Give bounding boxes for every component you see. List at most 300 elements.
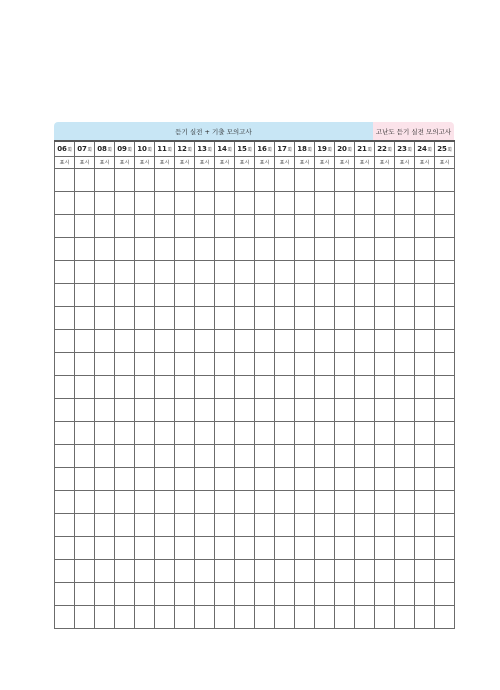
record-cell[interactable] bbox=[395, 284, 415, 307]
record-cell[interactable] bbox=[55, 422, 75, 445]
record-cell[interactable] bbox=[375, 491, 395, 514]
record-cell[interactable] bbox=[275, 468, 295, 491]
record-cell[interactable] bbox=[435, 399, 455, 422]
record-cell[interactable] bbox=[115, 468, 135, 491]
record-cell[interactable] bbox=[375, 307, 395, 330]
record-cell[interactable] bbox=[275, 491, 295, 514]
record-cell[interactable] bbox=[115, 399, 135, 422]
record-cell[interactable] bbox=[355, 307, 375, 330]
record-cell[interactable] bbox=[335, 353, 355, 376]
record-cell[interactable] bbox=[95, 491, 115, 514]
record-cell[interactable] bbox=[155, 422, 175, 445]
record-cell[interactable] bbox=[135, 353, 155, 376]
record-cell[interactable] bbox=[295, 376, 315, 399]
record-cell[interactable] bbox=[255, 284, 275, 307]
record-cell[interactable] bbox=[195, 399, 215, 422]
record-cell[interactable] bbox=[75, 606, 95, 629]
record-cell[interactable] bbox=[355, 238, 375, 261]
record-cell[interactable] bbox=[115, 238, 135, 261]
record-cell[interactable] bbox=[375, 215, 395, 238]
record-cell[interactable] bbox=[135, 376, 155, 399]
record-cell[interactable] bbox=[295, 491, 315, 514]
record-cell[interactable] bbox=[235, 376, 255, 399]
record-cell[interactable] bbox=[395, 491, 415, 514]
record-cell[interactable] bbox=[135, 422, 155, 445]
record-cell[interactable] bbox=[55, 261, 75, 284]
record-cell[interactable] bbox=[395, 330, 415, 353]
record-cell[interactable] bbox=[115, 261, 135, 284]
record-cell[interactable] bbox=[415, 422, 435, 445]
record-cell[interactable] bbox=[295, 422, 315, 445]
record-cell[interactable] bbox=[415, 560, 435, 583]
record-cell[interactable] bbox=[215, 192, 235, 215]
record-cell[interactable] bbox=[415, 192, 435, 215]
record-cell[interactable] bbox=[415, 537, 435, 560]
record-cell[interactable] bbox=[435, 284, 455, 307]
record-cell[interactable] bbox=[95, 330, 115, 353]
record-cell[interactable] bbox=[315, 560, 335, 583]
record-cell[interactable] bbox=[55, 491, 75, 514]
record-cell[interactable] bbox=[295, 468, 315, 491]
record-cell[interactable] bbox=[415, 353, 435, 376]
record-cell[interactable] bbox=[235, 307, 255, 330]
record-cell[interactable] bbox=[195, 238, 215, 261]
record-cell[interactable] bbox=[215, 215, 235, 238]
record-cell[interactable] bbox=[255, 353, 275, 376]
record-cell[interactable] bbox=[55, 583, 75, 606]
record-cell[interactable] bbox=[235, 583, 255, 606]
record-cell[interactable] bbox=[175, 583, 195, 606]
record-cell[interactable] bbox=[195, 445, 215, 468]
record-cell[interactable] bbox=[375, 606, 395, 629]
record-cell[interactable] bbox=[195, 169, 215, 192]
record-cell[interactable] bbox=[115, 307, 135, 330]
record-cell[interactable] bbox=[75, 560, 95, 583]
record-cell[interactable] bbox=[155, 537, 175, 560]
record-cell[interactable] bbox=[75, 238, 95, 261]
record-cell[interactable] bbox=[135, 192, 155, 215]
record-cell[interactable] bbox=[95, 468, 115, 491]
record-cell[interactable] bbox=[335, 376, 355, 399]
record-cell[interactable] bbox=[275, 261, 295, 284]
record-cell[interactable] bbox=[235, 537, 255, 560]
record-cell[interactable] bbox=[155, 215, 175, 238]
record-cell[interactable] bbox=[55, 445, 75, 468]
record-cell[interactable] bbox=[255, 491, 275, 514]
record-cell[interactable] bbox=[155, 353, 175, 376]
record-cell[interactable] bbox=[175, 468, 195, 491]
record-cell[interactable] bbox=[155, 468, 175, 491]
record-cell[interactable] bbox=[335, 445, 355, 468]
record-cell[interactable] bbox=[175, 422, 195, 445]
record-cell[interactable] bbox=[235, 445, 255, 468]
record-cell[interactable] bbox=[95, 215, 115, 238]
record-cell[interactable] bbox=[395, 560, 415, 583]
record-cell[interactable] bbox=[255, 261, 275, 284]
record-cell[interactable] bbox=[215, 284, 235, 307]
record-cell[interactable] bbox=[135, 238, 155, 261]
record-cell[interactable] bbox=[295, 238, 315, 261]
record-cell[interactable] bbox=[315, 399, 335, 422]
record-cell[interactable] bbox=[75, 192, 95, 215]
record-cell[interactable] bbox=[115, 606, 135, 629]
record-cell[interactable] bbox=[335, 537, 355, 560]
record-cell[interactable] bbox=[335, 491, 355, 514]
record-cell[interactable] bbox=[315, 606, 335, 629]
record-cell[interactable] bbox=[135, 215, 155, 238]
record-cell[interactable] bbox=[215, 330, 235, 353]
record-cell[interactable] bbox=[335, 238, 355, 261]
record-cell[interactable] bbox=[235, 422, 255, 445]
record-cell[interactable] bbox=[215, 238, 235, 261]
record-cell[interactable] bbox=[235, 330, 255, 353]
record-cell[interactable] bbox=[435, 169, 455, 192]
record-cell[interactable] bbox=[275, 376, 295, 399]
record-cell[interactable] bbox=[415, 468, 435, 491]
record-cell[interactable] bbox=[435, 445, 455, 468]
record-cell[interactable] bbox=[95, 537, 115, 560]
record-cell[interactable] bbox=[55, 399, 75, 422]
record-cell[interactable] bbox=[75, 376, 95, 399]
record-cell[interactable] bbox=[315, 376, 335, 399]
record-cell[interactable] bbox=[75, 330, 95, 353]
record-cell[interactable] bbox=[235, 215, 255, 238]
record-cell[interactable] bbox=[275, 399, 295, 422]
record-cell[interactable] bbox=[215, 514, 235, 537]
record-cell[interactable] bbox=[95, 169, 115, 192]
record-cell[interactable] bbox=[175, 399, 195, 422]
record-cell[interactable] bbox=[375, 514, 395, 537]
record-cell[interactable] bbox=[55, 284, 75, 307]
record-cell[interactable] bbox=[375, 445, 395, 468]
record-cell[interactable] bbox=[75, 445, 95, 468]
record-cell[interactable] bbox=[355, 376, 375, 399]
record-cell[interactable] bbox=[435, 537, 455, 560]
record-cell[interactable] bbox=[395, 169, 415, 192]
record-cell[interactable] bbox=[375, 330, 395, 353]
record-cell[interactable] bbox=[435, 606, 455, 629]
record-cell[interactable] bbox=[235, 399, 255, 422]
record-cell[interactable] bbox=[315, 238, 335, 261]
record-cell[interactable] bbox=[355, 284, 375, 307]
record-cell[interactable] bbox=[135, 399, 155, 422]
record-cell[interactable] bbox=[255, 192, 275, 215]
record-cell[interactable] bbox=[275, 537, 295, 560]
record-cell[interactable] bbox=[315, 445, 335, 468]
record-cell[interactable] bbox=[215, 537, 235, 560]
record-cell[interactable] bbox=[115, 330, 135, 353]
record-cell[interactable] bbox=[135, 169, 155, 192]
record-cell[interactable] bbox=[55, 169, 75, 192]
record-cell[interactable] bbox=[55, 353, 75, 376]
record-cell[interactable] bbox=[315, 422, 335, 445]
record-cell[interactable] bbox=[215, 169, 235, 192]
record-cell[interactable] bbox=[295, 261, 315, 284]
record-cell[interactable] bbox=[275, 192, 295, 215]
record-cell[interactable] bbox=[375, 261, 395, 284]
record-cell[interactable] bbox=[75, 215, 95, 238]
record-cell[interactable] bbox=[195, 491, 215, 514]
record-cell[interactable] bbox=[95, 376, 115, 399]
record-cell[interactable] bbox=[295, 583, 315, 606]
record-cell[interactable] bbox=[115, 514, 135, 537]
record-cell[interactable] bbox=[415, 307, 435, 330]
record-cell[interactable] bbox=[415, 445, 435, 468]
record-cell[interactable] bbox=[175, 307, 195, 330]
record-cell[interactable] bbox=[195, 261, 215, 284]
record-cell[interactable] bbox=[95, 238, 115, 261]
record-cell[interactable] bbox=[175, 491, 195, 514]
record-cell[interactable] bbox=[55, 514, 75, 537]
record-cell[interactable] bbox=[115, 491, 135, 514]
record-cell[interactable] bbox=[275, 445, 295, 468]
record-cell[interactable] bbox=[75, 468, 95, 491]
record-cell[interactable] bbox=[375, 169, 395, 192]
record-cell[interactable] bbox=[335, 468, 355, 491]
record-cell[interactable] bbox=[355, 537, 375, 560]
record-cell[interactable] bbox=[435, 307, 455, 330]
record-cell[interactable] bbox=[435, 583, 455, 606]
record-cell[interactable] bbox=[55, 215, 75, 238]
record-cell[interactable] bbox=[355, 399, 375, 422]
record-cell[interactable] bbox=[435, 261, 455, 284]
record-cell[interactable] bbox=[295, 307, 315, 330]
record-cell[interactable] bbox=[375, 560, 395, 583]
record-cell[interactable] bbox=[355, 606, 375, 629]
record-cell[interactable] bbox=[195, 560, 215, 583]
record-cell[interactable] bbox=[155, 169, 175, 192]
record-cell[interactable] bbox=[135, 307, 155, 330]
record-cell[interactable] bbox=[135, 583, 155, 606]
record-cell[interactable] bbox=[195, 514, 215, 537]
record-cell[interactable] bbox=[175, 169, 195, 192]
record-cell[interactable] bbox=[95, 399, 115, 422]
record-cell[interactable] bbox=[215, 307, 235, 330]
record-cell[interactable] bbox=[55, 376, 75, 399]
record-cell[interactable] bbox=[195, 468, 215, 491]
record-cell[interactable] bbox=[415, 330, 435, 353]
record-cell[interactable] bbox=[155, 192, 175, 215]
record-cell[interactable] bbox=[255, 606, 275, 629]
record-cell[interactable] bbox=[115, 284, 135, 307]
record-cell[interactable] bbox=[155, 376, 175, 399]
record-cell[interactable] bbox=[215, 399, 235, 422]
record-cell[interactable] bbox=[295, 284, 315, 307]
record-cell[interactable] bbox=[335, 215, 355, 238]
record-cell[interactable] bbox=[435, 238, 455, 261]
record-cell[interactable] bbox=[395, 606, 415, 629]
record-cell[interactable] bbox=[55, 238, 75, 261]
record-cell[interactable] bbox=[255, 307, 275, 330]
record-cell[interactable] bbox=[275, 353, 295, 376]
record-cell[interactable] bbox=[175, 445, 195, 468]
record-cell[interactable] bbox=[175, 560, 195, 583]
record-cell[interactable] bbox=[95, 583, 115, 606]
record-cell[interactable] bbox=[155, 261, 175, 284]
record-cell[interactable] bbox=[415, 376, 435, 399]
record-cell[interactable] bbox=[95, 560, 115, 583]
record-cell[interactable] bbox=[335, 307, 355, 330]
record-cell[interactable] bbox=[275, 284, 295, 307]
record-cell[interactable] bbox=[235, 560, 255, 583]
record-cell[interactable] bbox=[335, 330, 355, 353]
record-cell[interactable] bbox=[295, 330, 315, 353]
record-cell[interactable] bbox=[195, 330, 215, 353]
record-cell[interactable] bbox=[155, 560, 175, 583]
record-cell[interactable] bbox=[135, 284, 155, 307]
record-cell[interactable] bbox=[355, 192, 375, 215]
record-cell[interactable] bbox=[375, 284, 395, 307]
record-cell[interactable] bbox=[215, 606, 235, 629]
record-cell[interactable] bbox=[135, 445, 155, 468]
record-cell[interactable] bbox=[95, 514, 115, 537]
record-cell[interactable] bbox=[255, 238, 275, 261]
record-cell[interactable] bbox=[295, 560, 315, 583]
record-cell[interactable] bbox=[115, 583, 135, 606]
record-cell[interactable] bbox=[255, 169, 275, 192]
record-cell[interactable] bbox=[215, 560, 235, 583]
record-cell[interactable] bbox=[55, 192, 75, 215]
record-cell[interactable] bbox=[255, 399, 275, 422]
record-cell[interactable] bbox=[335, 606, 355, 629]
record-cell[interactable] bbox=[255, 514, 275, 537]
record-cell[interactable] bbox=[415, 583, 435, 606]
record-cell[interactable] bbox=[215, 261, 235, 284]
record-cell[interactable] bbox=[275, 238, 295, 261]
record-cell[interactable] bbox=[115, 445, 135, 468]
record-cell[interactable] bbox=[115, 353, 135, 376]
record-cell[interactable] bbox=[155, 606, 175, 629]
record-cell[interactable] bbox=[395, 583, 415, 606]
record-cell[interactable] bbox=[315, 583, 335, 606]
record-cell[interactable] bbox=[355, 353, 375, 376]
record-cell[interactable] bbox=[395, 376, 415, 399]
record-cell[interactable] bbox=[235, 284, 255, 307]
record-cell[interactable] bbox=[435, 514, 455, 537]
record-cell[interactable] bbox=[395, 192, 415, 215]
record-cell[interactable] bbox=[55, 537, 75, 560]
record-cell[interactable] bbox=[95, 445, 115, 468]
record-cell[interactable] bbox=[255, 422, 275, 445]
record-cell[interactable] bbox=[195, 606, 215, 629]
record-cell[interactable] bbox=[175, 514, 195, 537]
record-cell[interactable] bbox=[355, 445, 375, 468]
record-cell[interactable] bbox=[75, 537, 95, 560]
record-cell[interactable] bbox=[275, 514, 295, 537]
record-cell[interactable] bbox=[235, 606, 255, 629]
record-cell[interactable] bbox=[95, 192, 115, 215]
record-cell[interactable] bbox=[55, 606, 75, 629]
record-cell[interactable] bbox=[115, 376, 135, 399]
record-cell[interactable] bbox=[335, 422, 355, 445]
record-cell[interactable] bbox=[175, 215, 195, 238]
record-cell[interactable] bbox=[155, 445, 175, 468]
record-cell[interactable] bbox=[295, 215, 315, 238]
record-cell[interactable] bbox=[395, 307, 415, 330]
record-cell[interactable] bbox=[415, 215, 435, 238]
record-cell[interactable] bbox=[395, 399, 415, 422]
record-cell[interactable] bbox=[355, 468, 375, 491]
record-cell[interactable] bbox=[415, 399, 435, 422]
record-cell[interactable] bbox=[435, 468, 455, 491]
record-cell[interactable] bbox=[315, 307, 335, 330]
record-cell[interactable] bbox=[215, 376, 235, 399]
record-cell[interactable] bbox=[175, 238, 195, 261]
record-cell[interactable] bbox=[55, 560, 75, 583]
record-cell[interactable] bbox=[415, 261, 435, 284]
record-cell[interactable] bbox=[135, 606, 155, 629]
record-cell[interactable] bbox=[295, 514, 315, 537]
record-cell[interactable] bbox=[95, 606, 115, 629]
record-cell[interactable] bbox=[315, 514, 335, 537]
record-cell[interactable] bbox=[75, 169, 95, 192]
record-cell[interactable] bbox=[335, 399, 355, 422]
record-cell[interactable] bbox=[215, 353, 235, 376]
record-cell[interactable] bbox=[135, 330, 155, 353]
record-cell[interactable] bbox=[435, 192, 455, 215]
record-cell[interactable] bbox=[295, 537, 315, 560]
record-cell[interactable] bbox=[115, 422, 135, 445]
record-cell[interactable] bbox=[395, 468, 415, 491]
record-cell[interactable] bbox=[395, 353, 415, 376]
record-cell[interactable] bbox=[275, 169, 295, 192]
record-cell[interactable] bbox=[255, 215, 275, 238]
record-cell[interactable] bbox=[295, 606, 315, 629]
record-cell[interactable] bbox=[255, 330, 275, 353]
record-cell[interactable] bbox=[175, 284, 195, 307]
record-cell[interactable] bbox=[75, 583, 95, 606]
record-cell[interactable] bbox=[135, 514, 155, 537]
record-cell[interactable] bbox=[295, 169, 315, 192]
record-cell[interactable] bbox=[115, 215, 135, 238]
record-cell[interactable] bbox=[215, 491, 235, 514]
record-cell[interactable] bbox=[415, 284, 435, 307]
record-cell[interactable] bbox=[75, 422, 95, 445]
record-cell[interactable] bbox=[235, 192, 255, 215]
record-cell[interactable] bbox=[435, 353, 455, 376]
record-cell[interactable] bbox=[115, 169, 135, 192]
record-cell[interactable] bbox=[55, 330, 75, 353]
record-cell[interactable] bbox=[195, 215, 215, 238]
record-cell[interactable] bbox=[335, 284, 355, 307]
record-cell[interactable] bbox=[335, 261, 355, 284]
record-cell[interactable] bbox=[355, 491, 375, 514]
record-cell[interactable] bbox=[415, 491, 435, 514]
record-cell[interactable] bbox=[415, 514, 435, 537]
record-cell[interactable] bbox=[235, 238, 255, 261]
record-cell[interactable] bbox=[315, 353, 335, 376]
record-cell[interactable] bbox=[435, 215, 455, 238]
record-cell[interactable] bbox=[375, 353, 395, 376]
record-cell[interactable] bbox=[75, 399, 95, 422]
record-cell[interactable] bbox=[235, 514, 255, 537]
record-cell[interactable] bbox=[155, 514, 175, 537]
record-cell[interactable] bbox=[215, 583, 235, 606]
record-cell[interactable] bbox=[175, 353, 195, 376]
record-cell[interactable] bbox=[395, 445, 415, 468]
record-cell[interactable] bbox=[175, 537, 195, 560]
record-cell[interactable] bbox=[95, 261, 115, 284]
record-cell[interactable] bbox=[295, 399, 315, 422]
record-cell[interactable] bbox=[395, 514, 415, 537]
record-cell[interactable] bbox=[295, 445, 315, 468]
record-cell[interactable] bbox=[435, 422, 455, 445]
record-cell[interactable] bbox=[375, 422, 395, 445]
record-cell[interactable] bbox=[395, 238, 415, 261]
record-cell[interactable] bbox=[55, 468, 75, 491]
record-cell[interactable] bbox=[395, 215, 415, 238]
record-cell[interactable] bbox=[155, 491, 175, 514]
